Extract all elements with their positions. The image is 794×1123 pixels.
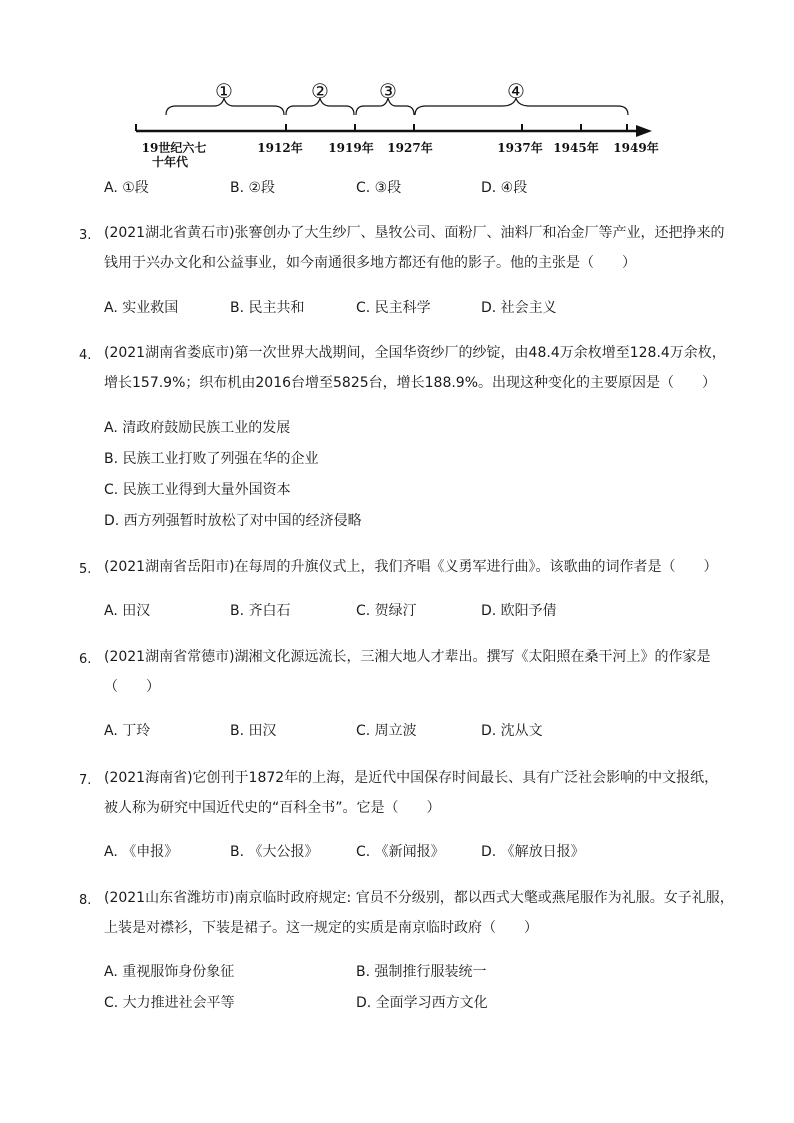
segment-label-4: ④	[507, 79, 525, 103]
question-text: 被人称为研究中国近代史的“百科全书”。它是（ ）	[104, 800, 441, 816]
q2-option-b[interactable]: B. ②段	[230, 180, 276, 196]
question-number: 8.	[79, 893, 92, 908]
q3-option-d[interactable]: D. 社会主义	[481, 300, 557, 316]
question-number: 7.	[79, 773, 92, 788]
segment-label-1: ①	[215, 79, 233, 103]
tick-label: 十年代	[151, 155, 189, 169]
q4-option-d[interactable]: D. 西方列强暂时放松了对中国的经济侵略	[104, 513, 362, 529]
q2-option-d[interactable]: D. ④段	[481, 180, 528, 196]
q6-option-c[interactable]: C. 周立波	[356, 723, 417, 739]
tick-label: 1949年	[613, 141, 659, 155]
question-text: (2021湖南省常德市)湖湘文化源远流长，三湘大地人才辈出。撰写《太阳照在桑干河上》的作家是	[104, 649, 711, 665]
q4-option-c[interactable]: C. 民族工业得到大量外国资本	[104, 482, 291, 498]
timeline-figure	[130, 70, 670, 170]
question-number: 3.	[79, 228, 92, 243]
question-text: (2021湖南省娄底市)第一次世界大战期间，全国华资纱厂的纱锭，由48.4万余枚增至128.4万余枚，	[104, 345, 726, 361]
tick-label: 19世纪六七	[141, 141, 207, 155]
q6-option-d[interactable]: D. 沈从文	[481, 723, 543, 739]
question-text: (2021山东省潍坊市)南京临时政府规定: 官员不分级别，都以西式大氅或燕尾服作为礼服。女子礼服，	[104, 890, 734, 906]
q4-option-b[interactable]: B. 民族工业打败了列强在华的企业	[104, 451, 319, 467]
q2-option-c[interactable]: C. ③段	[356, 180, 402, 196]
question-text: (2021海南省)它创刊于1872年的上海，是近代中国保存时间最长、具有广泛社会影响的中文报纸，	[104, 770, 719, 786]
q3-option-a[interactable]: A. 实业救国	[104, 300, 179, 316]
segment-label-2: ②	[311, 79, 329, 103]
q8-option-d[interactable]: D. 全面学习西方文化	[356, 995, 488, 1011]
question-text: (2021湖南省岳阳市)在每周的升旗仪式上，我们齐唱《义勇军进行曲》。该歌曲的词作者是（ ）	[104, 559, 718, 575]
q3-option-c[interactable]: C. 民主科学	[356, 300, 431, 316]
question-text: (2021湖北省黄石市)张謇创办了大生纱厂、垦牧公司、面粉厂、油料厂和冶金厂等产业，还把挣来的	[104, 225, 725, 241]
q8-option-b[interactable]: B. 强制推行服装统一	[356, 964, 487, 980]
q8-option-c[interactable]: C. 大力推进社会平等	[104, 995, 235, 1011]
q7-option-a[interactable]: A. 《申报》	[104, 844, 179, 860]
q5-option-a[interactable]: A. 田汉	[104, 603, 151, 619]
question-text: 增长157.9%；织布机由2016台增至5825台，增长188.9%。出现这种变化的主要原因是（ ）	[104, 375, 717, 391]
question-number: 4.	[79, 348, 92, 363]
q7-option-c[interactable]: C. 《新闻报》	[356, 844, 445, 860]
q3-option-b[interactable]: B. 民主共和	[230, 300, 305, 316]
segment-label-3: ③	[379, 79, 397, 103]
tick-label: 1912年	[257, 141, 303, 155]
q7-option-b[interactable]: B. 《大公报》	[230, 844, 319, 860]
q8-option-a[interactable]: A. 重视服饰身份象征	[104, 964, 235, 980]
question-text: 上装是对襟衫，下装是裙子。这一规定的实质是南京临时政府（ ）	[104, 920, 538, 936]
tick-label: 1945年	[553, 141, 599, 155]
tick-label: 1919年	[328, 141, 374, 155]
q6-option-a[interactable]: A. 丁玲	[104, 723, 151, 739]
q6-option-b[interactable]: B. 田汉	[230, 723, 277, 739]
question-text: 钱用于兴办文化和公益事业，如今南通很多地方都还有他的影子。他的主张是（ ）	[104, 255, 636, 271]
q4-option-a[interactable]: A. 清政府鼓励民族工业的发展	[104, 420, 291, 436]
arrow-icon	[636, 125, 652, 137]
tick-label: 1927年	[387, 141, 433, 155]
q7-option-d[interactable]: D. 《解放日报》	[481, 844, 585, 860]
tick-label: 1937年	[497, 141, 543, 155]
question-number: 6.	[79, 652, 92, 667]
question-number: 5.	[79, 562, 92, 577]
q5-option-b[interactable]: B. 齐白石	[230, 603, 291, 619]
q2-option-a[interactable]: A. ①段	[104, 180, 149, 196]
question-text: （ ）	[104, 679, 160, 695]
q5-option-c[interactable]: C. 贺绿汀	[356, 603, 417, 619]
q5-option-d[interactable]: D. 欧阳予倩	[481, 603, 557, 619]
